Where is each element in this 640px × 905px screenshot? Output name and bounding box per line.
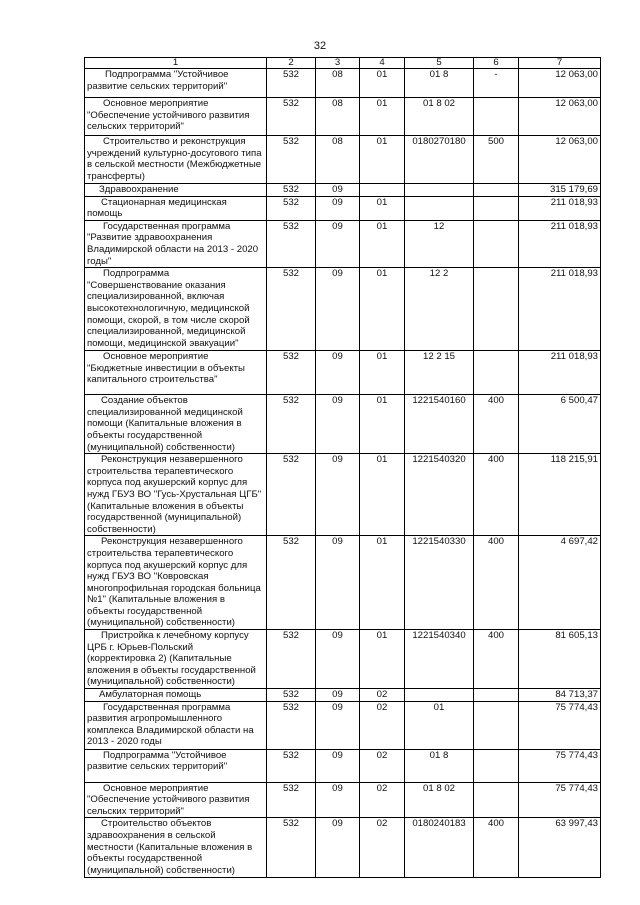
column-header: 2 — [267, 58, 316, 69]
row-col-5: 01 — [405, 701, 474, 749]
table-row — [85, 630, 601, 689]
row-name: Реконструкция незавершенного строительства терапевтического корпуса под акушерский корпус для нужд ГБУЗ ВО "Ковровская многопрофильная городская больница №1" (Капитальные вложения в объекты государственной (муниципальной) собственности) — [85, 536, 267, 630]
row-col-4: 01 — [360, 630, 405, 689]
row-col-4: 01 — [360, 69, 405, 98]
row-col-6 — [474, 782, 519, 818]
row-col-5: 12 2 15 — [405, 351, 474, 395]
row-col-6 — [474, 701, 519, 749]
row-amount: 75 774,43 — [519, 701, 601, 749]
row-col-5: 1221540330 — [405, 536, 474, 630]
row-amount: 84 713,37 — [519, 689, 601, 702]
row-col-6 — [474, 184, 519, 197]
row-amount: 211 018,93 — [519, 268, 601, 351]
row-amount: 75 774,43 — [519, 782, 601, 818]
row-name: Основное мероприятие "Обеспечение устойчивого развития сельских территорий" — [85, 782, 267, 818]
row-col-3: 09 — [316, 268, 360, 351]
row-col-3: 09 — [316, 220, 360, 267]
row-name: Здравоохранение — [85, 184, 267, 197]
row-col-2: 532 — [267, 136, 316, 184]
row-col-4: 01 — [360, 268, 405, 351]
row-amount: 118 215,91 — [519, 454, 601, 536]
row-name: Пристройка к лечебному корпусу ЦРБ г. Юрьев-Польский (корректировка 2) (Капитальные вложения в объекты государственной (муниципальной) собственности) — [85, 630, 267, 689]
row-col-6: 400 — [474, 818, 519, 878]
row-col-3: 09 — [316, 536, 360, 630]
row-col-4: 01 — [360, 536, 405, 630]
table-row — [85, 749, 601, 782]
row-col-5: 01 8 02 — [405, 782, 474, 818]
row-col-3: 09 — [316, 689, 360, 702]
row-col-4: 01 — [360, 395, 405, 454]
row-col-5: 1221540340 — [405, 630, 474, 689]
row-col-2: 532 — [267, 69, 316, 98]
row-col-3: 09 — [316, 782, 360, 818]
row-col-5: 1221540320 — [405, 454, 474, 536]
row-name: Строительство и реконструкция учреждений культурно-досугового типа в сельской местности (Межбюджетные трансферты) — [85, 136, 267, 184]
table-row — [85, 351, 601, 395]
row-name: Государственная программа "Развитие здравоохранения Владимирской области на 2013 - 2020 годы" — [85, 220, 267, 267]
budget-table — [84, 57, 601, 878]
row-col-2: 532 — [267, 749, 316, 782]
row-col-6: 500 — [474, 136, 519, 184]
table-row — [85, 196, 601, 220]
row-amount: 75 774,43 — [519, 749, 601, 782]
row-col-4: 01 — [360, 98, 405, 136]
row-col-6: 400 — [474, 454, 519, 536]
row-col-5: 12 — [405, 220, 474, 267]
table-row — [85, 268, 601, 351]
row-col-5: 12 2 — [405, 268, 474, 351]
row-col-5: 1221540160 — [405, 395, 474, 454]
row-col-6: - — [474, 69, 519, 98]
row-name: Подпрограмма "Совершенствование оказания специализированной, включая высокотехнологичную, медицинской помощи, скорой, в том числе скорой специализированной, медицинской помощи, медицинской эвакуации" — [85, 268, 267, 351]
row-name: Стационарная медицинская помощь — [85, 196, 267, 220]
row-col-4: 01 — [360, 136, 405, 184]
row-amount: 12 063,00 — [519, 98, 601, 136]
row-col-5: 0180270180 — [405, 136, 474, 184]
row-name: Подпрограмма "Устойчивое развитие сельских территорий" — [85, 749, 267, 782]
row-col-4: 01 — [360, 351, 405, 395]
row-col-3: 09 — [316, 395, 360, 454]
row-col-3: 09 — [316, 818, 360, 878]
row-col-2: 532 — [267, 701, 316, 749]
row-col-4: 02 — [360, 818, 405, 878]
row-col-3: 09 — [316, 630, 360, 689]
row-name: Подпрограмма "Устойчивое развитие сельских территорий" — [85, 69, 267, 98]
row-col-4: 02 — [360, 782, 405, 818]
row-col-2: 532 — [267, 689, 316, 702]
row-name: Амбулаторная помощь — [85, 689, 267, 702]
row-amount: 211 018,93 — [519, 220, 601, 267]
row-name: Реконструкция незавершенного строительства терапевтического корпуса под акушерский корпус для нужд ГБУЗ ВО "Гусь-Хрустальная ЦГБ" (Капитальные вложения в объекты государственной (муниципальной) собственности) — [85, 454, 267, 536]
row-col-6 — [474, 689, 519, 702]
row-col-3: 09 — [316, 749, 360, 782]
table-row — [85, 701, 601, 749]
row-col-2: 532 — [267, 184, 316, 197]
table-row — [85, 136, 601, 184]
row-col-4: 01 — [360, 196, 405, 220]
row-amount: 12 063,00 — [519, 136, 601, 184]
row-name: Создание объектов специализированной медицинской помощи (Капитальные вложения в объекты государственной (муниципальной) собственности) — [85, 395, 267, 454]
row-col-2: 532 — [267, 220, 316, 267]
row-col-2: 532 — [267, 818, 316, 878]
row-col-2: 532 — [267, 98, 316, 136]
row-name: Строительство объектов здравоохранения в сельской местности (Капитальные вложения в объекты государственной (муниципальной) собственности) — [85, 818, 267, 878]
row-amount: 6 500,47 — [519, 395, 601, 454]
table-row — [85, 536, 601, 630]
row-col-5: 01 8 02 — [405, 98, 474, 136]
row-name: Государственная программа развития агропромышленного комплекса Владимирской области на 2013 - 2020 годы — [85, 701, 267, 749]
row-col-6: 400 — [474, 630, 519, 689]
row-col-5: 0180240183 — [405, 818, 474, 878]
row-col-3: 09 — [316, 196, 360, 220]
row-col-2: 532 — [267, 395, 316, 454]
column-header: 6 — [474, 58, 519, 69]
row-col-6 — [474, 749, 519, 782]
row-col-4: 02 — [360, 701, 405, 749]
table-row — [85, 395, 601, 454]
row-col-2: 532 — [267, 782, 316, 818]
row-amount: 4 697,42 — [519, 536, 601, 630]
row-col-4: 02 — [360, 749, 405, 782]
column-header: 5 — [405, 58, 474, 69]
column-header: 4 — [360, 58, 405, 69]
table-row — [85, 184, 601, 197]
row-col-2: 532 — [267, 196, 316, 220]
row-col-3: 08 — [316, 98, 360, 136]
row-col-3: 09 — [316, 351, 360, 395]
row-col-6: 400 — [474, 536, 519, 630]
row-col-6 — [474, 98, 519, 136]
row-col-6 — [474, 351, 519, 395]
row-col-2: 532 — [267, 536, 316, 630]
row-col-6 — [474, 268, 519, 351]
row-amount: 63 997,43 — [519, 818, 601, 878]
row-col-5 — [405, 689, 474, 702]
row-col-5 — [405, 184, 474, 197]
table-row — [85, 818, 601, 878]
table-row — [85, 454, 601, 536]
row-amount: 81 605,13 — [519, 630, 601, 689]
row-col-2: 532 — [267, 268, 316, 351]
row-col-4: 01 — [360, 454, 405, 536]
row-amount: 315 179,69 — [519, 184, 601, 197]
row-col-4: 01 — [360, 220, 405, 267]
row-col-6 — [474, 196, 519, 220]
row-col-6 — [474, 220, 519, 267]
page-number: 32 — [313, 40, 327, 52]
column-header: 3 — [316, 58, 360, 69]
row-col-5: 01 8 — [405, 69, 474, 98]
row-col-3: 09 — [316, 454, 360, 536]
table-row — [85, 98, 601, 136]
column-number-row — [85, 58, 601, 69]
table-row — [85, 782, 601, 818]
row-col-3: 08 — [316, 136, 360, 184]
row-amount: 12 063,00 — [519, 69, 601, 98]
table-row — [85, 220, 601, 267]
row-col-4: 02 — [360, 689, 405, 702]
table-row — [85, 69, 601, 98]
row-col-5 — [405, 196, 474, 220]
column-header: 7 — [519, 58, 601, 69]
row-col-4 — [360, 184, 405, 197]
row-col-3: 09 — [316, 184, 360, 197]
column-header: 1 — [85, 58, 267, 69]
row-col-5: 01 8 — [405, 749, 474, 782]
row-col-3: 09 — [316, 701, 360, 749]
row-col-2: 532 — [267, 454, 316, 536]
row-amount: 211 018,93 — [519, 351, 601, 395]
row-amount: 211 018,93 — [519, 196, 601, 220]
row-name: Основное мероприятие "Обеспечение устойчивого развития сельских территорий" — [85, 98, 267, 136]
row-name: Основное мероприятие "Бюджетные инвестиции в объекты капитального строительства" — [85, 351, 267, 395]
table-row — [85, 689, 601, 702]
row-col-2: 532 — [267, 630, 316, 689]
row-col-3: 08 — [316, 69, 360, 98]
row-col-2: 532 — [267, 351, 316, 395]
row-col-6: 400 — [474, 395, 519, 454]
